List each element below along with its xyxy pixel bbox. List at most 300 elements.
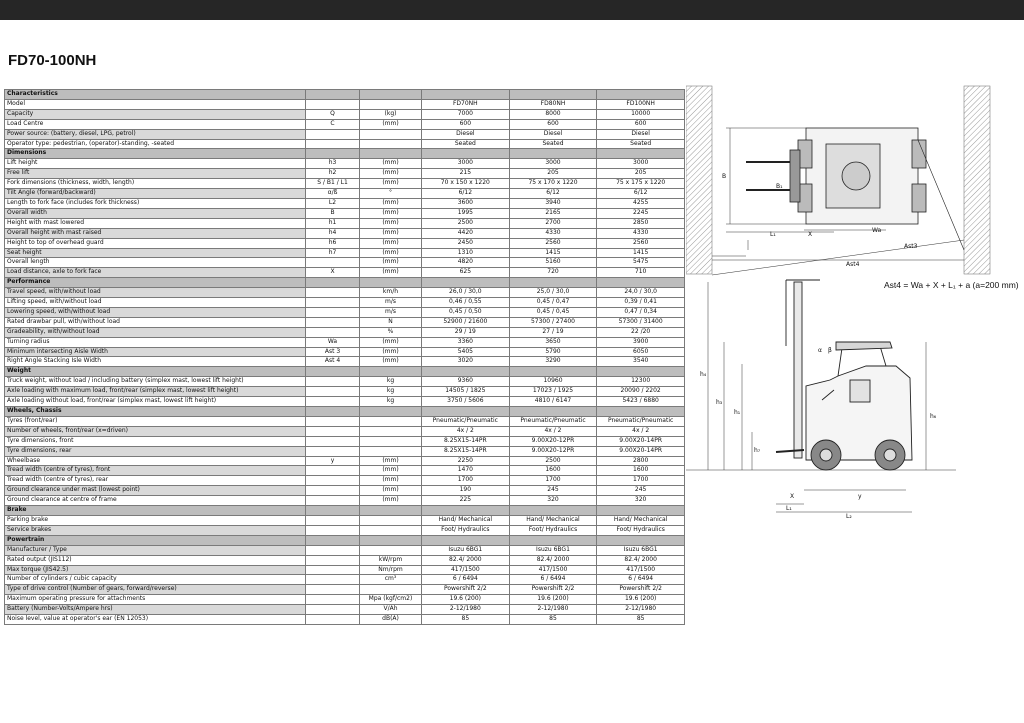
cell-u	[360, 149, 422, 159]
cell-u: (kg)	[360, 109, 422, 119]
cell-u: (mm)	[360, 119, 422, 129]
spec-row	[5, 248, 685, 258]
cell-a: 29 / 19	[422, 327, 510, 337]
spec-row	[5, 327, 685, 337]
cell-b: 82.4/ 2000	[509, 555, 597, 565]
spec-row	[5, 139, 685, 149]
cell-a: Isuzu 6BG1	[422, 545, 510, 555]
cell-c: Powershift 2/2	[597, 585, 685, 595]
label-h3: h₃	[716, 399, 723, 406]
cell-t: Wheelbase	[5, 456, 306, 466]
cell-a: 7000	[422, 109, 510, 119]
cell-a: 417/1500	[422, 565, 510, 575]
label-Ast3: Ast3	[904, 243, 918, 250]
spec-row	[5, 446, 685, 456]
cell-sym	[306, 466, 360, 476]
cell-sym: h2	[306, 169, 360, 179]
cell-t: Number of wheels, front/rear (x=driven)	[5, 426, 306, 436]
cell-t: Tread width (centre of tyres), front	[5, 466, 306, 476]
cell-u: (mm)	[360, 228, 422, 238]
cell-b	[509, 506, 597, 516]
cell-u: (mm)	[360, 357, 422, 367]
cell-u: cm³	[360, 575, 422, 585]
label-side-L1: L₁	[786, 505, 792, 512]
cell-sym: h6	[306, 238, 360, 248]
cell-u	[360, 407, 422, 417]
cell-c: 205	[597, 169, 685, 179]
spec-row	[5, 397, 685, 407]
cell-u: (mm)	[360, 258, 422, 268]
cell-b: 417/1500	[509, 565, 597, 575]
cell-t: Power source: (battery, diesel, LPG, petrol)	[5, 129, 306, 139]
cell-t: Gradeability, with/without load	[5, 327, 306, 337]
cell-t: Noise level, value at operator's ear (EN 12053)	[5, 615, 306, 625]
cell-b: Diesel	[509, 129, 597, 139]
cell-a: Foot/ Hydraulics	[422, 525, 510, 535]
cell-a: 600	[422, 119, 510, 129]
cell-b: 5160	[509, 258, 597, 268]
spec-row	[5, 238, 685, 248]
cell-b: FD80NH	[509, 99, 597, 109]
cell-b: 1700	[509, 476, 597, 486]
spec-row	[5, 575, 685, 585]
spec-row	[5, 159, 685, 169]
cell-a	[422, 535, 510, 545]
cell-b: 10960	[509, 377, 597, 387]
cell-a: Powershift 2/2	[422, 585, 510, 595]
cell-t: Overall width	[5, 208, 306, 218]
cell-u	[360, 367, 422, 377]
cell-c: 4255	[597, 198, 685, 208]
cell-u	[360, 129, 422, 139]
cell-t: Parking brake	[5, 515, 306, 525]
cell-b: 5790	[509, 347, 597, 357]
cell-c: 5475	[597, 258, 685, 268]
cell-u	[360, 525, 422, 535]
cell-sym: h4	[306, 228, 360, 238]
section-header-row	[5, 90, 685, 100]
cell-b: 27 / 19	[509, 327, 597, 337]
cell-t: Dimensions	[5, 149, 306, 159]
cell-c: 85	[597, 615, 685, 625]
cell-b: 2560	[509, 238, 597, 248]
cell-u	[360, 90, 422, 100]
cell-sym	[306, 387, 360, 397]
spec-row	[5, 496, 685, 506]
cell-u: °	[360, 189, 422, 199]
cell-c: 24,0 / 30,0	[597, 288, 685, 298]
cell-c: 4330	[597, 228, 685, 238]
cell-c: 2-12/1980	[597, 605, 685, 615]
cell-c	[597, 90, 685, 100]
cell-t: Free lift	[5, 169, 306, 179]
cell-b: 320	[509, 496, 597, 506]
cell-t: Height with mast lowered	[5, 218, 306, 228]
top-bar	[0, 0, 1024, 20]
cell-b: 3650	[509, 337, 597, 347]
cell-sym	[306, 426, 360, 436]
cell-c: FD100NH	[597, 99, 685, 109]
cell-a: 0,46 / 0,55	[422, 298, 510, 308]
cell-t: Number of cylinders / cubic capacity	[5, 575, 306, 585]
cell-u	[360, 436, 422, 446]
cell-sym	[306, 327, 360, 337]
cell-c: Hand/ Mechanical	[597, 515, 685, 525]
cell-u: (mm)	[360, 179, 422, 189]
cell-c: Pneumatic/Pneumatic	[597, 416, 685, 426]
cell-b: Hand/ Mechanical	[509, 515, 597, 525]
cell-sym	[306, 377, 360, 387]
cell-b: 0,45 / 0,47	[509, 298, 597, 308]
cell-t: Wheels, Chassis	[5, 407, 306, 417]
cell-t: Tilt Angle (forward/backward)	[5, 189, 306, 199]
cell-t: Minimum intersecting Aisle Width	[5, 347, 306, 357]
right-wall	[964, 86, 990, 274]
cell-u: (mm)	[360, 347, 422, 357]
label-side-X: X	[790, 493, 795, 500]
label-h4: h₄	[700, 371, 707, 378]
cell-u: m/s	[360, 298, 422, 308]
cell-a	[422, 407, 510, 417]
cell-c: Seated	[597, 139, 685, 149]
cell-c: 75 x 175 x 1220	[597, 179, 685, 189]
cell-c: 57300 / 31400	[597, 317, 685, 327]
cell-t: Type of drive control (Number of gears, forward/reverse)	[5, 585, 306, 595]
cell-t: Fork dimensions (thickness, width, length)	[5, 179, 306, 189]
cell-a: 4820	[422, 258, 510, 268]
cell-c: 417/1500	[597, 565, 685, 575]
cell-t: Height to top of overhead guard	[5, 238, 306, 248]
cell-t: Battery (Number-Volts/Ampere hrs)	[5, 605, 306, 615]
section-header-row	[5, 149, 685, 159]
cell-sym: h7	[306, 248, 360, 258]
cell-b: 6/12	[509, 189, 597, 199]
cell-sym	[306, 139, 360, 149]
cell-t: Travel speed, with/without load	[5, 288, 306, 298]
spec-row	[5, 317, 685, 327]
cell-b: 6 / 6494	[509, 575, 597, 585]
spec-row	[5, 228, 685, 238]
cell-a	[422, 278, 510, 288]
cell-u: N	[360, 317, 422, 327]
cell-u	[360, 139, 422, 149]
cell-c: 3540	[597, 357, 685, 367]
cell-u: (mm)	[360, 238, 422, 248]
cell-u: %	[360, 327, 422, 337]
cell-c	[597, 535, 685, 545]
cell-b: 2165	[509, 208, 597, 218]
cell-sym	[306, 506, 360, 516]
cell-b: 3000	[509, 159, 597, 169]
cell-c: 320	[597, 496, 685, 506]
section-header-row	[5, 278, 685, 288]
cell-sym	[306, 555, 360, 565]
cell-a: 19.6 (200)	[422, 595, 510, 605]
cell-b: 2700	[509, 218, 597, 228]
spec-row	[5, 436, 685, 446]
cell-b	[509, 407, 597, 417]
cell-a: 26,0 / 30,0	[422, 288, 510, 298]
spec-row	[5, 426, 685, 436]
label-L1: L₁	[770, 231, 776, 238]
cell-u	[360, 99, 422, 109]
cell-u: (mm)	[360, 198, 422, 208]
cell-c: Diesel	[597, 129, 685, 139]
label-Wa: Wa	[872, 227, 882, 234]
cell-t: Max torque (JIS42.5)	[5, 565, 306, 575]
aisle-formula: Ast4 = Wa + X + L₁ + a (a=200 mm)	[884, 280, 1019, 290]
cell-sym: Ast 3	[306, 347, 360, 357]
spec-row	[5, 119, 685, 129]
spec-row	[5, 288, 685, 298]
cell-sym	[306, 99, 360, 109]
cell-c: 9.00X20-14PR	[597, 446, 685, 456]
cell-u: V/Ah	[360, 605, 422, 615]
cell-sym	[306, 416, 360, 426]
cell-sym: h3	[306, 159, 360, 169]
cell-t: Rated output (JIS112)	[5, 555, 306, 565]
cell-sym	[306, 565, 360, 575]
cell-a: 5405	[422, 347, 510, 357]
cell-u: kg	[360, 397, 422, 407]
cell-c: 12300	[597, 377, 685, 387]
cell-b: 1415	[509, 248, 597, 258]
cell-c: 245	[597, 486, 685, 496]
cell-u: (mm)	[360, 159, 422, 169]
cell-a: Pneumatic/Pneumatic	[422, 416, 510, 426]
cell-u	[360, 506, 422, 516]
spec-row	[5, 515, 685, 525]
cell-b: 57300 / 27400	[509, 317, 597, 327]
cell-u: (mm)	[360, 337, 422, 347]
spec-row	[5, 337, 685, 347]
cell-a: 1470	[422, 466, 510, 476]
cell-c: 5423 / 6880	[597, 397, 685, 407]
cell-t: Operator type: pedestrian, (operator)-standing, -seated	[5, 139, 306, 149]
cell-u: (mm)	[360, 169, 422, 179]
cell-c: 82.4/ 2000	[597, 555, 685, 565]
cell-b: Pneumatic/Pneumatic	[509, 416, 597, 426]
spec-row	[5, 189, 685, 199]
cell-b: 245	[509, 486, 597, 496]
spec-row	[5, 456, 685, 466]
cell-sym	[306, 615, 360, 625]
spec-row	[5, 208, 685, 218]
cell-sym	[306, 525, 360, 535]
cell-u: Mpa (kgf/cm2)	[360, 595, 422, 605]
cell-sym: h1	[306, 218, 360, 228]
cell-t: Overall length	[5, 258, 306, 268]
cell-c: 2850	[597, 218, 685, 228]
cell-a: 3360	[422, 337, 510, 347]
spec-row	[5, 347, 685, 357]
label-h7: h₇	[754, 447, 761, 454]
cell-a: 82.4/ 2000	[422, 555, 510, 565]
cell-a: 4420	[422, 228, 510, 238]
cell-t: Load distance, axle to fork face	[5, 268, 306, 278]
cell-sym: Ast 4	[306, 357, 360, 367]
cell-u	[360, 278, 422, 288]
label-h1: h₁	[734, 409, 741, 416]
cell-sym	[306, 515, 360, 525]
spec-row	[5, 476, 685, 486]
cell-c: Isuzu 6BG1	[597, 545, 685, 555]
cell-t: Seat height	[5, 248, 306, 258]
cell-b: 205	[509, 169, 597, 179]
cell-u: (mm)	[360, 496, 422, 506]
cell-a: 8.25X15-14PR	[422, 446, 510, 456]
spec-row	[5, 486, 685, 496]
cell-u: kW/rpm	[360, 555, 422, 565]
cell-t: Tyre dimensions, rear	[5, 446, 306, 456]
spec-row	[5, 377, 685, 387]
cell-b: Seated	[509, 139, 597, 149]
cell-sym	[306, 90, 360, 100]
cell-t: Capacity	[5, 109, 306, 119]
cell-sym	[306, 446, 360, 456]
cell-b: 2500	[509, 456, 597, 466]
cell-sym	[306, 595, 360, 605]
cell-t: Service brakes	[5, 525, 306, 535]
cell-b	[509, 90, 597, 100]
cell-sym: α/ß	[306, 189, 360, 199]
cell-b: 3940	[509, 198, 597, 208]
cell-t: Truck weight, without load / including battery (simplex mast, lowest lift height)	[5, 377, 306, 387]
cell-a: 3750 / 5606	[422, 397, 510, 407]
cell-c	[597, 407, 685, 417]
spec-row	[5, 179, 685, 189]
spec-row	[5, 466, 685, 476]
cell-u: (mm)	[360, 208, 422, 218]
cell-sym	[306, 288, 360, 298]
spec-row	[5, 307, 685, 317]
cell-sym: Wa	[306, 337, 360, 347]
section-header-row	[5, 535, 685, 545]
label-B: B	[722, 173, 727, 180]
spec-row	[5, 109, 685, 119]
truck-side-view	[776, 280, 912, 470]
section-header-row	[5, 367, 685, 377]
cell-u: (mm)	[360, 486, 422, 496]
cell-c: 0,39 / 0,41	[597, 298, 685, 308]
cell-sym	[306, 476, 360, 486]
cell-a: 2-12/1980	[422, 605, 510, 615]
cell-a: 4x / 2	[422, 426, 510, 436]
document-title: FD70-100NH	[8, 52, 97, 69]
cell-c: 9.00X20-14PR	[597, 436, 685, 446]
cell-sym	[306, 496, 360, 506]
cell-t: Axle loading without load, front/rear (simplex mast, lowest lift height)	[5, 397, 306, 407]
cell-a: 85	[422, 615, 510, 625]
cell-b: 9.00X20-12PR	[509, 446, 597, 456]
cell-a	[422, 149, 510, 159]
cell-a: Seated	[422, 139, 510, 149]
cell-sym	[306, 585, 360, 595]
cell-u	[360, 535, 422, 545]
cell-t: Tread width (centre of tyres), rear	[5, 476, 306, 486]
cell-sym	[306, 605, 360, 615]
cell-sym	[306, 129, 360, 139]
cell-u	[360, 416, 422, 426]
cell-b: 600	[509, 119, 597, 129]
cell-c	[597, 367, 685, 377]
cell-c: 1700	[597, 476, 685, 486]
cell-t: Powertrain	[5, 535, 306, 545]
cell-u: (mm)	[360, 476, 422, 486]
cell-a: 190	[422, 486, 510, 496]
cell-t: Lift height	[5, 159, 306, 169]
cell-c: Foot/ Hydraulics	[597, 525, 685, 535]
cell-a	[422, 90, 510, 100]
spec-row	[5, 298, 685, 308]
cell-u	[360, 446, 422, 456]
cell-t: Maximum operating pressure for attachments	[5, 595, 306, 605]
cell-a: Hand/ Mechanical	[422, 515, 510, 525]
cell-sym: S / B1 / L1	[306, 179, 360, 189]
cell-c: 4x / 2	[597, 426, 685, 436]
spec-row	[5, 268, 685, 278]
cell-t: Manufacturer / Type	[5, 545, 306, 555]
cell-t: Overall height with mast raised	[5, 228, 306, 238]
cell-c: 10000	[597, 109, 685, 119]
cell-t: Model	[5, 99, 306, 109]
cell-t: Rated drawbar pull, with/without load	[5, 317, 306, 327]
label-L2: L₂	[846, 513, 852, 520]
cell-b	[509, 149, 597, 159]
cell-b: 75 x 170 x 1220	[509, 179, 597, 189]
label-B1: B₁	[776, 183, 783, 190]
cell-b: 4x / 2	[509, 426, 597, 436]
cell-c: 19.6 (200)	[597, 595, 685, 605]
cell-a: 9360	[422, 377, 510, 387]
cell-sym	[306, 317, 360, 327]
cell-sym	[306, 545, 360, 555]
cell-t: Ground clearance under mast (lowest point)	[5, 486, 306, 496]
cell-a	[422, 506, 510, 516]
cell-a: 1995	[422, 208, 510, 218]
cell-c: 6/12	[597, 189, 685, 199]
cell-t: Tyre dimensions, front	[5, 436, 306, 446]
cell-u	[360, 585, 422, 595]
cell-b	[509, 278, 597, 288]
cell-sym: y	[306, 456, 360, 466]
cell-sym: X	[306, 268, 360, 278]
spec-row	[5, 169, 685, 179]
cell-c: 3000	[597, 159, 685, 169]
cell-sym	[306, 486, 360, 496]
spec-row	[5, 555, 685, 565]
cell-sym	[306, 278, 360, 288]
cell-b: 19.6 (200)	[509, 595, 597, 605]
cell-t: Lifting speed, with/without load	[5, 298, 306, 308]
cell-c: 20090 / 2202	[597, 387, 685, 397]
spec-row	[5, 595, 685, 605]
cell-b: 85	[509, 615, 597, 625]
left-wall	[686, 86, 712, 274]
cell-t: Performance	[5, 278, 306, 288]
cell-t: Right Angle Stacking Isle Width	[5, 357, 306, 367]
spec-row	[5, 416, 685, 426]
cell-b: 17023 / 1925	[509, 387, 597, 397]
cell-sym	[306, 436, 360, 446]
cell-a: 1310	[422, 248, 510, 258]
cell-c: 1600	[597, 466, 685, 476]
cell-t: Length to fork face (includes fork thickness)	[5, 198, 306, 208]
cell-a: 2500	[422, 218, 510, 228]
cell-u	[360, 515, 422, 525]
cell-u: dB(A)	[360, 615, 422, 625]
cell-b: 720	[509, 268, 597, 278]
